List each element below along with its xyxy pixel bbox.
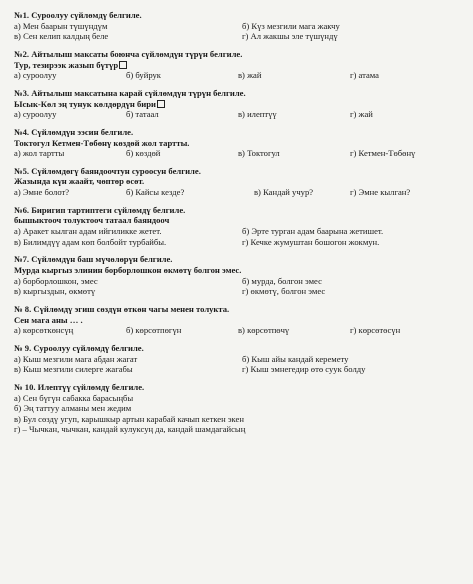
- question-prompt: [14, 176, 461, 187]
- answer-option[interactable]: в) Кандай учур?: [254, 187, 314, 198]
- prompt-text: Сен мага аны … .: [14, 314, 83, 325]
- answer-option[interactable]: б) Кайсы кезде?: [126, 187, 185, 198]
- prompt-text: Ысык-Көл эң тунук көлдөрдүн бири: [14, 98, 156, 109]
- question-title: № 8. Сүйлөмдү эгиш сөздүн өткөн чагы менен толукта.: [14, 303, 230, 314]
- answer-row: [14, 325, 461, 336]
- answer-option[interactable]: г) көрсөтөсүн: [350, 325, 401, 336]
- answer-option[interactable]: а) суроолуу: [14, 70, 57, 81]
- empty-box-glyph: [157, 100, 165, 108]
- question-block: [14, 304, 461, 336]
- answer-option[interactable]: г) Кыш эмнегедир өтө суук болду: [242, 364, 366, 375]
- answer-row: [14, 187, 461, 198]
- answer-option[interactable]: в) жай: [238, 70, 262, 81]
- answer-option[interactable]: б) татаал: [126, 109, 159, 120]
- answer-row: [14, 148, 461, 159]
- answer-option[interactable]: в) Токтогул: [238, 148, 280, 159]
- answer-option[interactable]: в) Сен келип калдың беле: [14, 31, 109, 42]
- answer-option[interactable]: в) кыргыздын, өкмөтү: [14, 286, 96, 297]
- answer-option[interactable]: г) Эмне кылган?: [350, 187, 411, 198]
- answer-option[interactable]: а) Аракет кылган адам ийгиликке жетет.: [14, 226, 162, 237]
- answer-option[interactable]: а) Эмне болот?: [14, 187, 70, 198]
- question-title: №2. Айтылыш максаты боюнча сүйлөмдүн түрүн белгиле.: [14, 48, 243, 59]
- answer-row: [14, 403, 461, 414]
- question-title: №1. Суроолуу сүйлөмдү белгиле.: [14, 10, 142, 20]
- answer-row: [14, 31, 461, 42]
- answer-row: [14, 424, 461, 435]
- answer-option[interactable]: г) Кетмен-Төбөнү: [350, 148, 416, 159]
- answer-row: [14, 276, 461, 287]
- answer-row: [14, 393, 461, 404]
- answer-option[interactable]: а) Мен баарын түшүндүм: [14, 20, 108, 31]
- prompt-text: Тур, тезирээк жазып бүтүр: [14, 59, 119, 70]
- answer-row: [14, 354, 461, 365]
- question-title: №3. Айтылыш максатына карай сүйлөмдүн түрүн белгиле.: [14, 87, 246, 98]
- answer-row: [14, 237, 461, 248]
- empty-box-glyph: [119, 61, 127, 69]
- answer-row: [14, 414, 461, 425]
- question-block: [14, 382, 461, 435]
- answer-row: [14, 226, 461, 237]
- question-title: №7. Сүйлөмдүн баш мүчөлөрүн белгиле.: [14, 254, 173, 265]
- question-block: [14, 205, 461, 247]
- prompt-text: бышыктооч толуктооч татаал баяндооч: [14, 215, 170, 226]
- answer-option[interactable]: в) көрсөтпөчү: [238, 325, 290, 336]
- question-block: [14, 343, 461, 375]
- answer-row: [14, 286, 461, 297]
- question-prompt: [14, 138, 461, 149]
- answer-option[interactable]: в) илептүү: [238, 109, 277, 120]
- answer-option[interactable]: б) буйрук: [126, 70, 161, 81]
- answer-option[interactable]: г) өкмөтү, болгон эмес: [242, 286, 326, 297]
- question-prompt: [14, 60, 461, 71]
- answer-option[interactable]: в) Кыш мезгили силерге жагабы: [14, 364, 133, 375]
- question-title: № 10. Илептүү сүйлөмдү белгиле.: [14, 381, 145, 392]
- answer-option[interactable]: в) Бул сөздү угуп, карышкыр артын карабай качып кеткен экен: [14, 413, 244, 424]
- answer-option[interactable]: в) Билимдүү адам көп болбойт турбайбы.: [14, 236, 167, 247]
- answer-option[interactable]: г) Ал жакшы эле түшүндү: [242, 31, 338, 42]
- question-block: [14, 127, 461, 159]
- prompt-text: Жазында күн жаайт, чөптөр өсөт.: [14, 176, 145, 187]
- question-prompt: [14, 315, 461, 326]
- answer-option[interactable]: г) – Чычкан, чычкан, кандай кулуксуң да, кандай шамдагайсың: [14, 424, 246, 435]
- answer-option[interactable]: а) жол тартты: [14, 148, 65, 159]
- question-block: [14, 88, 461, 120]
- answer-option[interactable]: г) Кечке жумуштан бошогон жокмун.: [242, 236, 380, 247]
- answer-option[interactable]: б) Эрте турган адам баарына жетишет.: [242, 226, 384, 237]
- question-prompt: [14, 215, 461, 226]
- question-block: [14, 10, 461, 42]
- question-title: №4. Сүйлөмдүн ээсин белгиле.: [14, 126, 134, 137]
- question-prompt: [14, 265, 461, 276]
- question-title: №5. Сүйлөмдөгү баяндоочтун суроосун белгиле.: [14, 165, 201, 176]
- prompt-text: Токтогул Кетмен-Төбөнү көздөй жол тартты.: [14, 137, 190, 148]
- answer-option[interactable]: г) атама: [350, 70, 379, 81]
- answer-option[interactable]: б) Күз мезгили мага жакчу: [242, 20, 340, 31]
- answer-option[interactable]: б) мурда, болгон эмес: [242, 275, 322, 286]
- answer-row: [14, 21, 461, 32]
- question-title: № 9. Суроолуу сүйлөмдү белгиле.: [14, 342, 144, 353]
- answer-option[interactable]: б) көздөй: [126, 148, 161, 159]
- question-block: [14, 166, 461, 198]
- question-title: №6. Биригип тартиптеги сүйлөмдү белгиле.: [14, 204, 186, 215]
- question-prompt: [14, 99, 461, 110]
- prompt-text: Мурда кыргыз элинин борборлошкон өкмөтү болгон эмес.: [14, 265, 242, 275]
- answer-option[interactable]: а) Сен бүгүн сабакка барасыңбы: [14, 392, 134, 403]
- answer-option[interactable]: г) жай: [350, 109, 373, 120]
- question-block: [14, 49, 461, 81]
- answer-option[interactable]: а) борборлошкон, эмес: [14, 275, 98, 286]
- answer-option[interactable]: а) Кыш мезгили мага абдан жагат: [14, 353, 138, 364]
- answer-option[interactable]: б) көрсөтпөгүн: [126, 325, 182, 336]
- answer-option[interactable]: а) көрсөткөнсүң: [14, 325, 74, 336]
- answer-row: [14, 70, 461, 81]
- answer-row: [14, 109, 461, 120]
- answer-row: [14, 364, 461, 375]
- answer-option[interactable]: б) Кыш айы кандай керемету: [242, 353, 349, 364]
- answer-option[interactable]: а) суроолуу: [14, 109, 57, 120]
- answer-option[interactable]: б) Эң таттуу алманы мен жедим: [14, 403, 132, 414]
- question-block: [14, 254, 461, 296]
